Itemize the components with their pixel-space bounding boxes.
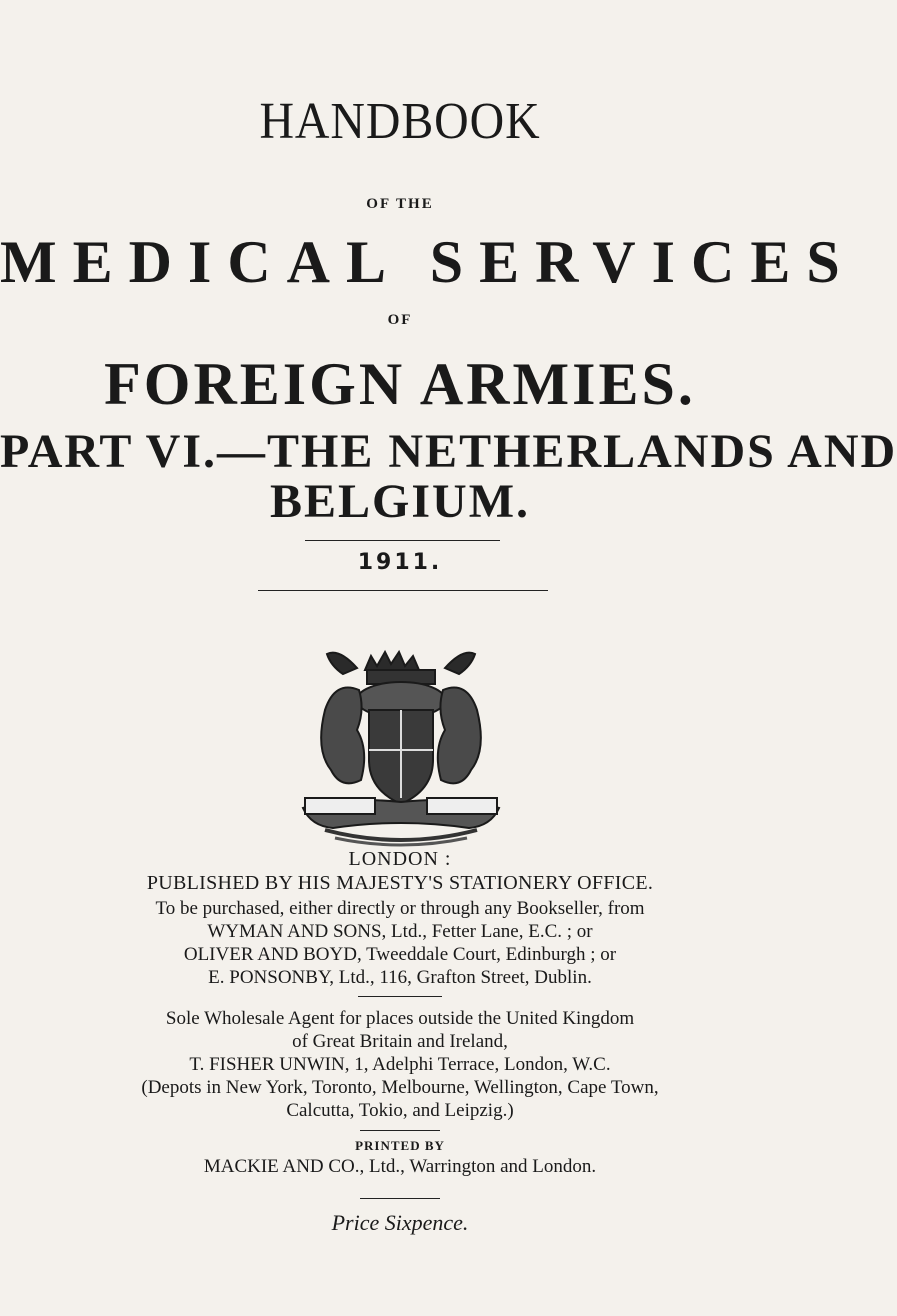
sole-agent-line-3: T. FISHER UNWIN, 1, Adelphi Terrace, London, W.C. — [189, 1054, 611, 1075]
title-medical-services: MEDICAL SERVICES — [0, 229, 856, 295]
year-rule-bottom — [258, 590, 548, 591]
year-rule-top — [305, 540, 500, 541]
imprint-publisher: PUBLISHED BY HIS MAJESTY'S STATIONERY OFFICE. — [146, 872, 654, 894]
imprint-divider-1 — [358, 996, 442, 997]
printer-name: MACKIE AND CO., Ltd., Warrington and London. — [203, 1156, 597, 1177]
sole-agent-line-4: (Depots in New York, Toronto, Melbourne, Wellington, Cape Town, — [141, 1077, 659, 1098]
price-text: Price Sixpence. — [331, 1210, 469, 1235]
title-handbook: HANDBOOK — [259, 93, 541, 150]
imprint-divider-2 — [360, 1130, 440, 1131]
title-of: OF — [387, 312, 413, 328]
title-of-the: OF THE — [366, 196, 434, 212]
sole-agent-line-1: Sole Wholesale Agent for places outside the United Kingdom — [165, 1008, 635, 1029]
imprint-purchase-line-4: E. PONSONBY, Ltd., 116, Grafton Street, Dublin. — [208, 967, 592, 988]
title-foreign-armies: FOREIGN ARMIES. — [104, 351, 696, 417]
price-divider — [360, 1198, 440, 1199]
imprint-purchase-line-1: To be purchased, either directly or through any Bookseller, from — [155, 898, 645, 919]
sole-agent-line-2: of Great Britain and Ireland, — [292, 1031, 508, 1052]
title-part-line1: PART VI.—THE NETHERLANDS AND — [0, 425, 897, 478]
title-part-line2: BELGIUM. — [269, 475, 531, 528]
imprint-city: LONDON : — [348, 848, 452, 870]
royal-coat-of-arms-icon — [295, 640, 507, 848]
publication-year: 1911. — [357, 550, 443, 575]
sole-agent-line-5: Calcutta, Tokio, and Leipzig.) — [286, 1100, 514, 1121]
imprint-purchase-line-2: WYMAN AND SONS, Ltd., Fetter Lane, E.C. ; or — [207, 921, 593, 942]
printed-by-label: PRINTED BY — [355, 1138, 445, 1153]
imprint-purchase-line-3: OLIVER AND BOYD, Tweeddale Court, Edinburgh ; or — [183, 944, 617, 965]
